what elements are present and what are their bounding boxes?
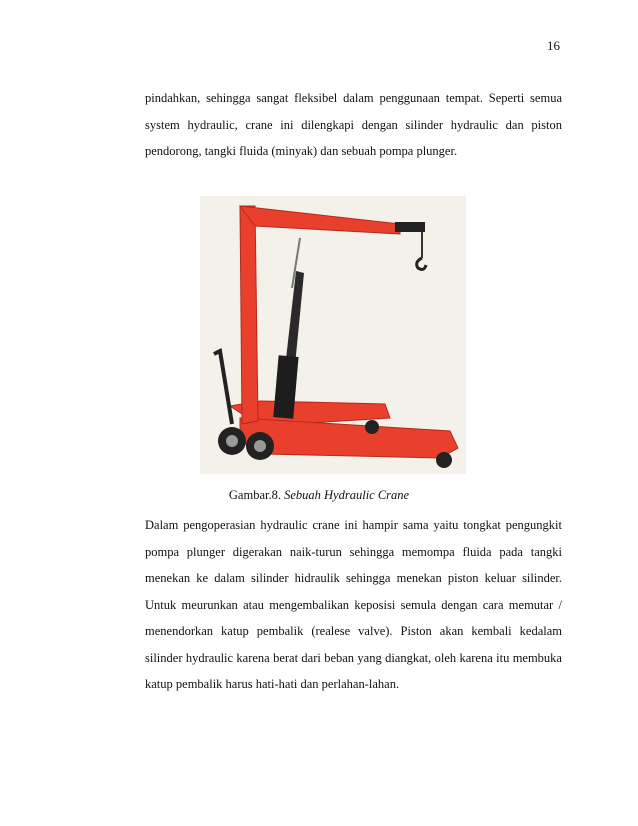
page-number: 16: [547, 38, 560, 53]
figure-caption: [0, 488, 638, 503]
caption-title: Sebuah Hydraulic Crane: [284, 488, 410, 502]
caption-prefix: Gambar.8.: [228, 488, 281, 502]
boom-extension: [395, 222, 425, 232]
crane-mast: [240, 206, 258, 424]
paragraph-operation: Dalam pengoperasian hydraulic crane ini hampir sama yaitu tongkat pengungkit pompa plunger digerakan naik-turun sehingga memompa fluida pada tangki menekan ke dalam silinder hidraulik sehingga menekan piston keluar silinder. Untuk meurunkan atau mengembalikan keposisi semula dengan cara memutar / menendorkan katup pembalik (realese valve). Piston akan kembali kedalam silinder hydraulic karena berat dari beban yang diangkat, oleh karena itu membuka katup pembalik harus hati-hati dan perlahan-lahan.: [145, 518, 562, 691]
paragraph-intro: pindahkan, sehingga sangat fleksibel dalam penggunaan tempat. Seperti semua system hydraulic, crane ini dilengkapi dengan silinder hydraulic dan piston pendorong, tangki fluida (minyak) dan sebuah pompa plunger.: [145, 91, 562, 158]
front-wheel-front: [436, 452, 452, 468]
front-wheel-back: [365, 420, 379, 434]
hydraulic-crane-photo: [200, 196, 466, 474]
